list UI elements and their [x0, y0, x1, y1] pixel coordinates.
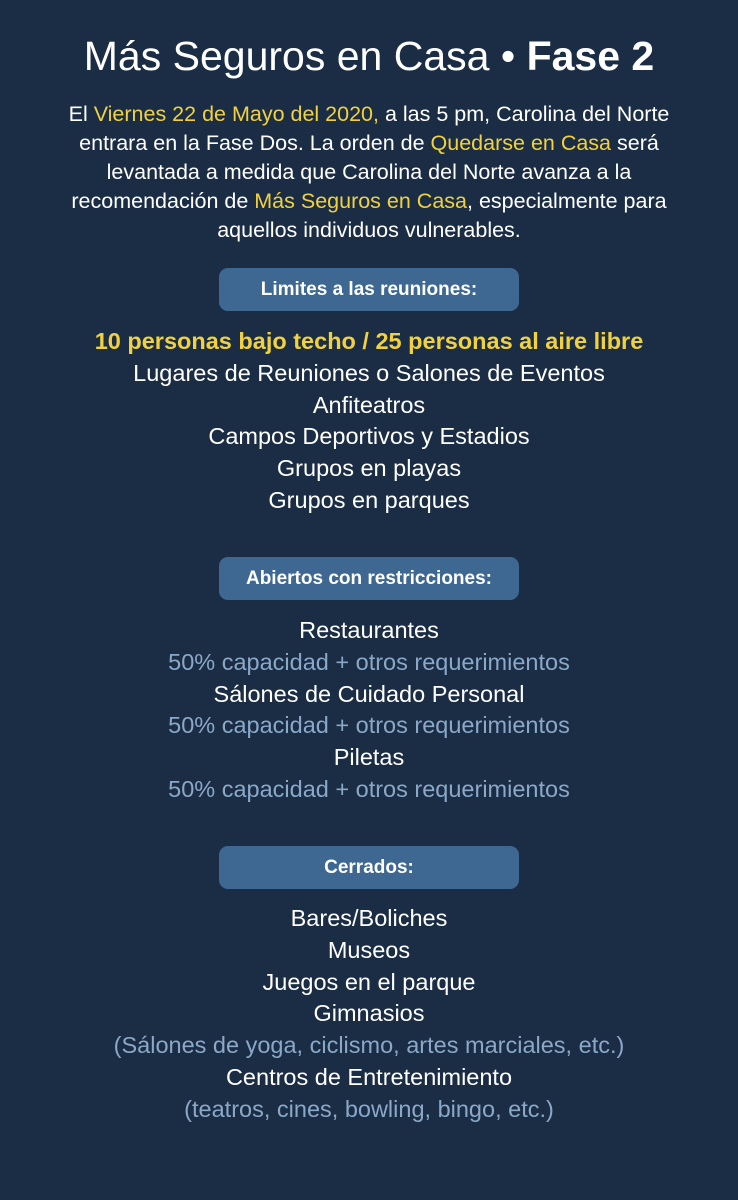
list-item: Museos [327, 936, 411, 963]
intro-date: Viernes 22 de Mayo del 2020, [93, 102, 379, 126]
list-item-note: 50% capacidad + otros requerimientos [168, 648, 570, 675]
list-item: Bares/Boliches [290, 905, 448, 931]
list-item: Sálones de Cuidado Personal [213, 680, 525, 707]
list-item: Grupos en playas [276, 455, 462, 482]
list-item: Piletas [333, 744, 405, 771]
list-item: Grupos en parques [268, 486, 470, 513]
intro-safer-at-home: Más Seguros en Casa [254, 189, 467, 213]
title-regular: Más Seguros en Casa • [83, 33, 516, 79]
list-item: Campos Deportivos y Estadios [208, 423, 530, 450]
intro-stay-home: Quedarse en Casa [430, 131, 612, 155]
list-item: Lugares de Reuniones o Salones de Eventos [133, 359, 605, 386]
closed-list [0, 903, 738, 1126]
list-item-note: (teatros, cines, bowling, bingo, etc.) [184, 1095, 554, 1122]
closed-heading: Cerrados: [219, 846, 519, 889]
gatherings-heading: Limites a las reuniones: [219, 268, 519, 311]
gatherings-limit: 10 personas bajo techo / 25 personas al aire libre [94, 328, 644, 354]
list-item: Gimnasios [313, 1000, 425, 1027]
intro-text-2: a las 5 pm, Carolina del Norte entrara en la Fase Dos. La orden de [79, 102, 670, 155]
restricted-heading: Abiertos con restricciones: [219, 557, 519, 600]
intro-text-1: El [68, 102, 94, 126]
intro-text-3: será levantada a medida que Carolina del Norte avanza a la recomendación de [71, 131, 659, 213]
list-item: Centros de Entretenimiento [225, 1063, 513, 1090]
list-item-note: (Sálones de yoga, ciclismo, artes marciales, etc.) [113, 1032, 625, 1059]
list-item: Juegos en el parque [262, 968, 476, 995]
list-item-note: 50% capacidad + otros requerimientos [168, 775, 570, 802]
list-item-note: 50% capacidad + otros requerimientos [168, 712, 570, 739]
gatherings-list [0, 326, 738, 517]
intro-text-4: , especialmente para aquellos individuos vulnerables. [217, 189, 667, 242]
page-title [0, 30, 738, 82]
restricted-list [0, 615, 738, 806]
list-item: Restaurantes [299, 617, 439, 643]
intro-paragraph [60, 100, 678, 245]
title-phase: Fase 2 [526, 33, 655, 79]
list-item: Anfiteatros [312, 391, 426, 418]
